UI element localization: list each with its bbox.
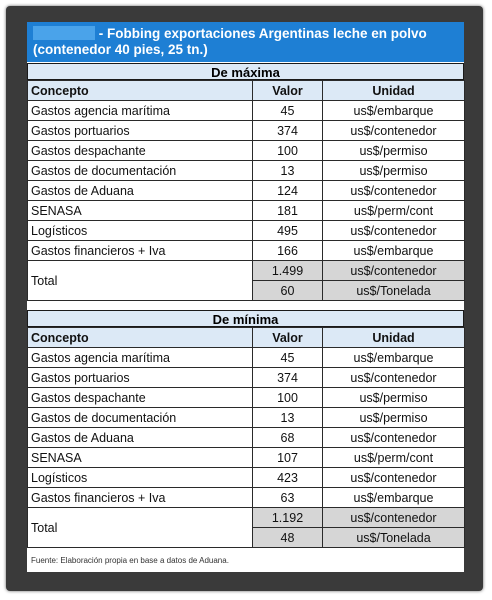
concepto-cell: Gastos financieros + Iva bbox=[28, 488, 253, 508]
unidad-cell: us$/permiso bbox=[323, 141, 465, 161]
valor-cell: 100 bbox=[253, 141, 323, 161]
table-row bbox=[28, 488, 465, 508]
valor-cell: 374 bbox=[253, 368, 323, 388]
table-header bbox=[27, 22, 464, 62]
concepto-cell: Gastos de documentación bbox=[28, 161, 253, 181]
valor-cell: 13 bbox=[253, 161, 323, 181]
valor-cell: 181 bbox=[253, 201, 323, 221]
concepto-cell: Gastos financieros + Iva bbox=[28, 241, 253, 261]
valor-cell: 124 bbox=[253, 181, 323, 201]
unidad-cell: us$/contenedor bbox=[323, 121, 465, 141]
column-header-unidad: Unidad bbox=[323, 81, 465, 101]
header-row bbox=[28, 81, 465, 101]
concepto-cell: Gastos de documentación bbox=[28, 408, 253, 428]
unidad-cell: us$/contenedor bbox=[323, 181, 465, 201]
table-row bbox=[28, 241, 465, 261]
table-minima bbox=[27, 327, 465, 548]
unidad-cell: us$/contenedor bbox=[323, 368, 465, 388]
table-row bbox=[28, 448, 465, 468]
total-unidad-cell: us$/contenedor bbox=[323, 261, 465, 281]
concepto-cell: Gastos de Aduana bbox=[28, 428, 253, 448]
valor-cell: 495 bbox=[253, 221, 323, 241]
unidad-cell: us$/permiso bbox=[323, 408, 465, 428]
valor-cell: 423 bbox=[253, 468, 323, 488]
table-row bbox=[28, 468, 465, 488]
total-label: Total bbox=[28, 261, 253, 301]
title-line-1 bbox=[33, 26, 458, 42]
column-header-valor: Valor bbox=[253, 81, 323, 101]
table-card bbox=[27, 22, 464, 572]
section-title-minima: De mínima bbox=[27, 310, 464, 327]
section-title-maxima: De máxima bbox=[27, 63, 464, 80]
total-valor-cell: 1.192 bbox=[253, 508, 323, 528]
table-row bbox=[28, 201, 465, 221]
table-row bbox=[28, 388, 465, 408]
table-row bbox=[28, 161, 465, 181]
unidad-cell: us$/perm/cont bbox=[323, 201, 465, 221]
total-valor-cell: 48 bbox=[253, 528, 323, 548]
concepto-cell: Logísticos bbox=[28, 468, 253, 488]
unidad-cell: us$/embarque bbox=[323, 101, 465, 121]
table-row bbox=[28, 428, 465, 448]
table-row bbox=[28, 348, 465, 368]
section-maxima bbox=[27, 63, 464, 301]
concepto-cell: SENASA bbox=[28, 448, 253, 468]
valor-cell: 13 bbox=[253, 408, 323, 428]
unidad-cell: us$/embarque bbox=[323, 241, 465, 261]
table-row bbox=[28, 141, 465, 161]
table-row bbox=[28, 408, 465, 428]
valor-cell: 45 bbox=[253, 348, 323, 368]
valor-cell: 68 bbox=[253, 428, 323, 448]
document-frame bbox=[6, 6, 483, 591]
total-row bbox=[28, 261, 465, 281]
unidad-cell: us$/contenedor bbox=[323, 221, 465, 241]
total-row bbox=[28, 508, 465, 528]
concepto-cell: Logísticos bbox=[28, 221, 253, 241]
table-row bbox=[28, 101, 465, 121]
table-maxima bbox=[27, 80, 465, 301]
valor-cell: 45 bbox=[253, 101, 323, 121]
concepto-cell: Gastos despachante bbox=[28, 388, 253, 408]
table-row bbox=[28, 121, 465, 141]
valor-cell: 374 bbox=[253, 121, 323, 141]
section-minima bbox=[27, 310, 464, 548]
unidad-cell: us$/contenedor bbox=[323, 428, 465, 448]
valor-cell: 166 bbox=[253, 241, 323, 261]
total-label: Total bbox=[28, 508, 253, 548]
valor-cell: 107 bbox=[253, 448, 323, 468]
total-valor-cell: 60 bbox=[253, 281, 323, 301]
concepto-cell: Gastos portuarios bbox=[28, 368, 253, 388]
column-header-valor: Valor bbox=[253, 328, 323, 348]
unidad-cell: us$/permiso bbox=[323, 161, 465, 181]
column-header-concepto: Concepto bbox=[28, 81, 253, 101]
concepto-cell: SENASA bbox=[28, 201, 253, 221]
table-row bbox=[28, 221, 465, 241]
total-unidad-cell: us$/Tonelada bbox=[323, 281, 465, 301]
total-valor-cell: 1.499 bbox=[253, 261, 323, 281]
concepto-cell: Gastos agencia marítima bbox=[28, 348, 253, 368]
title-line-2: (contenedor 40 pies, 25 tn.) bbox=[33, 42, 208, 57]
valor-cell: 100 bbox=[253, 388, 323, 408]
unidad-cell: us$/permiso bbox=[323, 388, 465, 408]
column-header-unidad: Unidad bbox=[323, 328, 465, 348]
total-unidad-cell: us$/contenedor bbox=[323, 508, 465, 528]
unidad-cell: us$/embarque bbox=[323, 348, 465, 368]
table-row bbox=[28, 181, 465, 201]
concepto-cell: Gastos agencia marítima bbox=[28, 101, 253, 121]
highlight-box bbox=[33, 26, 95, 40]
unidad-cell: us$/embarque bbox=[323, 488, 465, 508]
header-row bbox=[28, 328, 465, 348]
column-header-concepto: Concepto bbox=[28, 328, 253, 348]
title-text-1: - Fobbing exportaciones Argentinas leche en polvo bbox=[95, 26, 427, 41]
valor-cell: 63 bbox=[253, 488, 323, 508]
concepto-cell: Gastos portuarios bbox=[28, 121, 253, 141]
concepto-cell: Gastos despachante bbox=[28, 141, 253, 161]
unidad-cell: us$/perm/cont bbox=[323, 448, 465, 468]
source-footnote: Fuente: Elaboración propia en base a datos de Aduana. bbox=[31, 556, 229, 565]
total-unidad-cell: us$/Tonelada bbox=[323, 528, 465, 548]
unidad-cell: us$/contenedor bbox=[323, 468, 465, 488]
table-row bbox=[28, 368, 465, 388]
concepto-cell: Gastos de Aduana bbox=[28, 181, 253, 201]
